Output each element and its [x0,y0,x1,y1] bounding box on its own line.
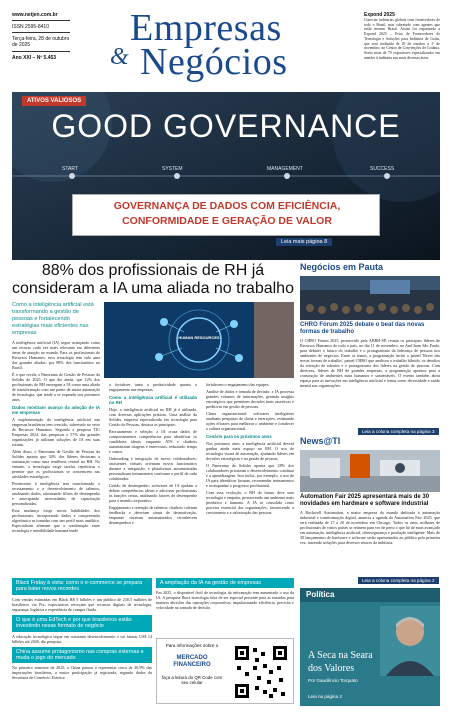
china-text: No primeiro semestre de 2025, a China passou a representar cerca de 26,9% das importações brasileiras, a maior participação já registrada, segundo dados da Secretaria de Comércio Exterior. [12,665,152,681]
politica-title: Política [306,590,335,599]
lead-col1-p3: A implementação da inteligência artificial nas empresas brasileiras tem crescido, sobretudo no setor de Recursos Humanos. Segundo a pesquisa TIC Empresas 2024, das pesquisas e 57% das grandes organizações já utilizam soluções de IA em suas rotinas. [12,417,100,447]
lead-col2-bullet-1: Recrutamento e seleção: a IA cruza dados de comportamentos competências para identificar os candidatos ideais, enquanto ATS e chatbots automatizam triagens e entrevistas, reduzindo tempo e custos. [109,429,197,454]
lead-col1-p5: Pertencente à inteligência tem transformado o recrutamento e a desenvolvimento de talentos, analisando dados, otimizando filtros de desempenho e antecipando necessidades de capacitação personalizadas. [12,481,100,506]
np-text: O CHRO Fórum 2025, promovido pela ABRH-SP, reuniu os principais líderes de Recursos Humanos de todo o país, no dia 11 de novembro, no AmCham São Paulo, para debater o futuro do trabalho e o protagonismo da liderança de pessoas nos ambientes de negócios. Entre os temas, a programação inclui o painel 'Rever das novas formas de trabalho', painel CHRO que analisou o trabalho híbrido, os desafios da retenção de talentos e o protagonismo dos líderes na gestão de pessoas. Com diretores, líderes de RH de grandes empresas, a programação apontou para a construção de ambientes mais humanos e sustentáveis. O evento também abriu espaço para as inovações em inteligência artificial e temas como diversidade e saúde mental nas organizações. [300,338,440,388]
logo-negocios: Negócios [140,41,288,83]
lead-column-1 [12,340,100,533]
lead-col2-heading: Como a inteligência artificial é utilizada no RH [109,395,197,405]
np-headline[interactable]: CHRO Fórum 2025 debate o beat das novas formas de trabalho [300,322,425,335]
lead-col3-bullet-2: Clima organizacional: softwares inteligentes analisam pesquisas de clima e interações, estimando ações eficazes para melhorar o ambiente e fortalecer a cultura organizacional. [206,411,294,431]
lead-col1-heading: Dados mostram avanço da adoção de IA em empresas [12,405,100,415]
lead-title-line1: 88% dos profissionais de RH já [41,262,265,279]
banner-subtitle-line2: CONFORMIDADE E GERAÇÃO DE VALOR [122,215,332,227]
news-section-title: News@TI [300,436,341,446]
np-photo [300,276,440,320]
sidebar-politica [300,588,440,706]
lead-col3-p4: Com essa evolução, o RH do futuro deve unir tecnologia e empatia, promovendo um ambiente mais produtivo e humano. A IA se consolida como parceira essencial das organizações, favorecendo o crescimento e a valorização das pessoas. [206,490,294,515]
news-read-more[interactable]: Leia a coluna completa na página 2 [358,577,439,584]
lead-col1-p6: Essa mudança exige novas habilidades dos profissionais, incorporando dados e compreensão algorítmica as tomadas com um perfil mais analítico. Especialistas afirmam que a combinação entre tecnologia e sensibilidade humana tende [12,508,100,533]
masthead [0,0,450,92]
lead-col1-p2: É o que revela o Panorama de Gestão de Pessoas da Solides de 2025. O que diz ainda, que 12% dos profissionais de RH enxergam a IA como uma aliada de transformação com um ponto de maior automação de tecnologia, que tende a se expandir nos próximos anos. [12,372,100,402]
header-issue: Ano XXI – Nº 5.453 [12,55,57,61]
black-friday-text: Com vendas estimadas em Black R$ 5 bilhões e um público de 230,5 milhões de brasileiros via Pix, expectativas reforçam que recursos digitais de tecnologia, segurança, logística e experiência de compra fluida. [12,596,152,612]
news-headline[interactable]: Automation Fair 2025 apresentará mais de 30 novidades em hardware e software industrial [300,494,430,507]
banner-read-more[interactable]: Leia mais página 8 [276,238,332,246]
ai-management-text: Em 2025, o disponível fácil de tecnologia da informação tem aumentado o uso da IA. A pesquisa Ibora tecnologia feita de ser especial presente para as tomadas para maiores decisões das operações corporativas, impulsionando eficiência, precisão e velocidade na tomada de decisão. [156,590,294,610]
politica-read-more[interactable]: Leia na página 2 [308,694,342,699]
bottom-left-column [12,578,152,706]
banner-label-start: START [62,166,78,172]
black-friday-title[interactable]: Black Friday à vista: como o e-commerce se prepara para bater novos recordes [12,578,152,595]
ai-management-title[interactable]: A ampliação da IA na gestão de empresas [156,578,294,588]
mf-title: MERCADO FINANCEIRO [173,655,211,668]
lead-col3-bullet-1: Análise de dados e tomada de decisão: a IA processa grandes volumes de informações, gerando insights estratégicos que permitem decisões mais assertivas e preditivas em gestão de pessoas. [206,389,294,409]
sidebar-news-ti [300,436,440,586]
lead-deck: Como a inteligência artificial está transformando a gestão de pessoas e fortalecendo estratégias mais eficientes nas empresas [12,302,94,336]
lead-col2-bullet-2: Onboarding e integração de novos colaboradores: assistentes virtuais orientam novos funcionários durante a integração, e plataformas automatizadas personalizam treinamentos conforme o perfil de cada colaborador. [109,456,197,481]
header-issn: ISSN 2595-8410 [12,24,49,30]
lead-col3-p3: O Panorama da Solides aponta que 28% dos colaboradores priorizam o desenvolvimento contínuo e a aprendizagem. Isso inclui, por exemplo, o uso de IA para identificar lacunas, recomendar treinamentos e acompanhar o progresso profissional. [206,463,294,488]
lead-col2-p2: Hoje, a inteligência artificial no RH já é utilizada, com diversas aplicações práticas. Uma análise da Solides, empresa especializada em tecnologia para Gestão de Pessoas, destaca as principais: [109,407,197,427]
politica-headline-2[interactable]: dos Valores [308,663,355,674]
header-url[interactable]: www.netjen.com.br [12,12,58,18]
mercado-financeiro-box[interactable] [156,638,294,704]
header-date: Terça-feira, 28 de outubro de 2025 [12,36,70,48]
lead-title-line2: consideram a IA uma aliada no trabalho [12,280,294,297]
banner-label-system: SYSTEM [162,166,183,172]
conference-photo [300,276,440,320]
politica-author: Por Gaudêncio Torquato [308,678,358,683]
lead-column-3 [206,382,294,515]
lead-image [104,302,294,378]
lead-col2-bullet-4: Engajamento e retenção de talentos: chatbots coletam feedbacks e detectam sinais de desmotivação, enquanto sistemas automatizados reconhecem desempenhos e [109,505,197,525]
np-section-title: Negócios em Pauta [300,262,384,272]
lead-col3-p1: fortalecem o engajamento das equipes. [206,382,270,387]
columnist-portrait [380,606,440,676]
lead-col3-p2: Nos próximos anos, a inteligência artificial deverá ganhar ainda mais espaço no RH. O uso de tecnologia visará de automação, ajudando líderes em decisões estratégicas e na gestão de pessoas. [206,441,294,461]
logo-ampersand: & [110,44,129,70]
lead-image-label: HUMAN RESOURCES [178,335,220,340]
sidebar-negocios-em-pauta [300,262,440,434]
banner-label-management: MANAGEMENT [267,166,303,172]
banner-label-success: SUCCESS [370,166,395,172]
expond-title: Expond 2025 [364,12,395,18]
politica-headline-1[interactable]: A Seca na Seara [308,650,373,661]
china-title[interactable]: China assume protagonismo nas compras externas e muda o jogo do mercado [12,647,152,664]
logo-empresas: Empresas [130,7,282,49]
np-read-more[interactable]: Leia a coluna completa na página 3 [358,428,439,435]
news-text: A Rockwell Automation, a maior empresa do mundo dedicada à automação industrial e transformação digital, anuncia a agenda da Automation Fair 2025, que será realizada de 17 a 20 de novembro em Chicago. Todos os anos, milhares de profissionais de vários países se reúnem para ver de perto o que há de mais avançado em automação, inteligência artificial, cibersegurança e produção inteligente. Mais de 30 lançamentos de hardware e software serão apresentados ao público pela primeira vez, trazendo soluções para diversos setores da indústria. [300,510,440,545]
expond-text: Conectar indústrias globais com fornecedores de todo o Brasil, mas sobretudo com agentes que estão mesmo Brasil. Assim foi organizada a Expond 2025 – Feira de Fornecedores de Tecnologia e Soluções para Indústria de Goiás, que será realizada de 29 de outubro a 1º de novembro, no Centro de Convenções de Goiânia. Serão mais de 70 expositores especializados em atender à indústria nas mais diversas áreas. [364,18,440,60]
banner-tag: ATIVOS VALIOSOS [22,96,86,106]
banner-subtitle-line1: GOVERNANÇA DE DADOS COM EFICIÊNCIA, [113,200,341,212]
edtech-text: A educação tecnológica segue em constante desenvolvimento e vai faturar US$ 14 bilhões até 2026, diz pesquisa. [12,633,152,644]
mf-info: Para informações sobre o [165,643,219,648]
lead-column-2 [109,382,197,525]
lead-col1-p4: Além disso, o Panorama de Gestão de Pessoas da Solides aponta que 34% dos líderes destacam a automação como uma tendência central no RH. No entanto, a tecnologia exige tarefas repetitivas e permite que os profissionais se concentrem nas atividades estratégicas. [12,449,100,479]
mf-text: faça a leitura do QR Code com seu celular [161,675,223,686]
lead-col2-p1: a fortalecer tanto a produtividade quanto o engajamento nas empresas. [109,382,197,392]
edtech-title[interactable]: O que é uma EdTech e por que brasileiros estão investindo nesse formato de negócio [12,615,152,632]
ai-management-box [156,578,294,628]
lead-col1-p1: A inteligência artificial (IA) segue avançando como um recurso cada vez mais relevante em diferentes áreas de atuação no mundo. Para os profissionais de Recursos Humanos, essa tecnologia tem sido uma das grandes aliadas: por 88% dos funcionários no Brasil. [12,340,100,370]
lead-col3-heading: Cenário para os próximos anos [206,434,272,439]
news-photo [300,450,440,492]
lead-col2-bullet-3: Gestão de desempenho: softwares de IA ajudam a definir competências ideais e adicionar profissionais às funções certas, analisando fatores de desempenho para o mundo corporativo. [109,483,197,503]
industrial-photo [300,450,440,492]
qr-code-icon[interactable] [233,644,289,700]
banner-subtitle-box [72,194,380,236]
banner-title: GOOD GOVERNANCE [51,108,401,144]
lead-article [12,262,294,572]
hr-graphic [104,302,294,378]
governance-banner[interactable] [12,92,440,260]
